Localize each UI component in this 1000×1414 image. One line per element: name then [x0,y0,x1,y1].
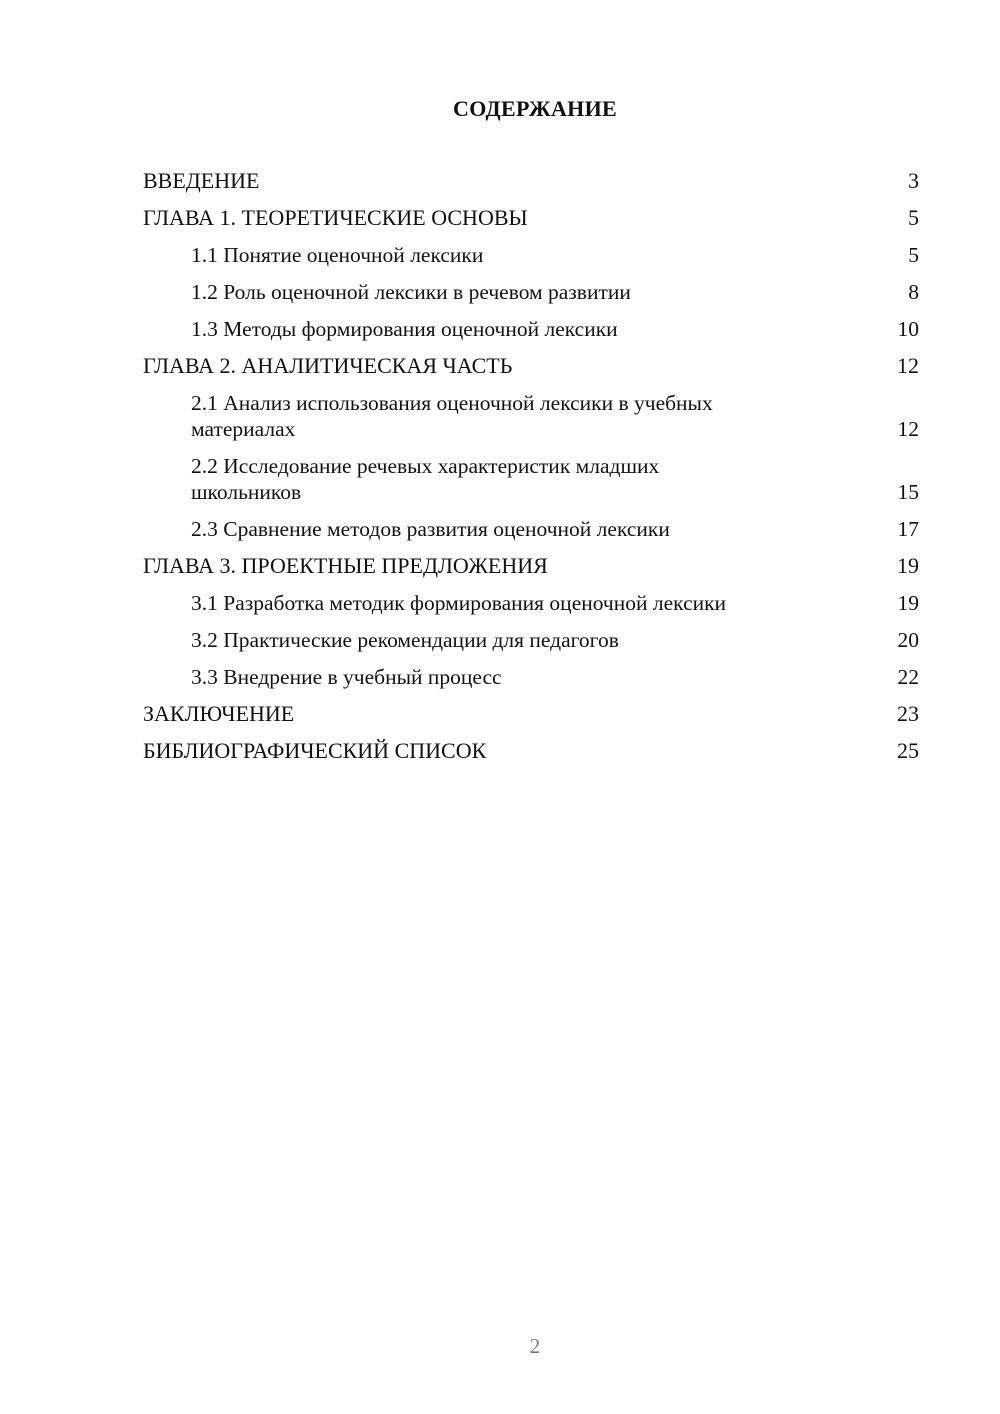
toc-entry-page: 10 [897,317,919,341]
toc-entry-page: 17 [897,517,919,541]
toc-entry-section-3-3[interactable] [143,664,919,690]
toc-entry-text: 3.2 Практические рекомендации для педагогов [191,628,619,652]
page-title: СОДЕРЖАНИЕ [453,96,617,121]
toc-entry-section-3-1[interactable] [143,590,919,616]
toc-entry-text: БИБЛИОГРАФИЧЕСКИЙ СПИСОК [143,738,487,763]
toc-entry-page: 25 [897,738,919,763]
toc-entry-text: 2.1 Анализ использования оценочной лексики в учебных материалах [191,391,713,441]
toc-entry-text: ВВЕДЕНИЕ [143,168,260,193]
toc-entry-section-1-2[interactable] [143,279,919,305]
toc-entry-section-2-2[interactable] [143,453,919,505]
toc-entry-text: 1.1 Понятие оценочной лексики [191,243,484,267]
table-of-contents [143,168,919,775]
toc-entry-page: 15 [897,480,919,504]
toc-entry-page: 5 [908,205,919,230]
toc-entry-text: 1.3 Методы формирования оценочной лексики [191,317,618,341]
toc-entry-introduction[interactable] [143,168,919,194]
toc-entry-page: 3 [908,168,919,193]
toc-entry-section-2-1[interactable] [143,390,919,442]
toc-entry-page: 5 [908,243,919,267]
toc-entry-text: ЗАКЛЮЧЕНИЕ [143,701,295,726]
toc-entry-conclusion[interactable] [143,701,919,727]
toc-entry-section-1-3[interactable] [143,316,919,342]
toc-entry-page: 8 [908,280,919,304]
toc-entry-section-3-2[interactable] [143,627,919,653]
toc-entry-page: 12 [897,417,919,441]
toc-entry-page: 22 [897,665,919,689]
toc-entry-chapter-3[interactable] [143,553,919,579]
toc-entry-page: 12 [897,353,919,378]
toc-entry-text: ГЛАВА 1. ТЕОРЕТИЧЕСКИЕ ОСНОВЫ [143,205,528,230]
toc-entry-section-1-1[interactable] [143,242,919,268]
toc-entry-text: 1.2 Роль оценочной лексики в речевом развитии [191,280,631,304]
toc-entry-text: 2.3 Сравнение методов развития оценочной лексики [191,517,670,541]
toc-entry-page: 19 [897,553,919,578]
toc-entry-text: ГЛАВА 2. АНАЛИТИЧЕСКАЯ ЧАСТЬ [143,353,513,378]
toc-entry-page: 19 [897,591,919,615]
toc-entry-page: 23 [897,701,919,726]
toc-entry-chapter-2[interactable] [143,353,919,379]
toc-entry-text: ГЛАВА 3. ПРОЕКТНЫЕ ПРЕДЛОЖЕНИЯ [143,553,548,578]
toc-entry-text: 3.1 Разработка методик формирования оценочной лексики [191,591,727,615]
toc-entry-text: 3.3 Внедрение в учебный процесс [191,665,502,689]
toc-entry-chapter-1[interactable] [143,205,919,231]
page-number: 2 [529,1334,541,1358]
toc-entry-section-2-3[interactable] [143,516,919,542]
toc-entry-text: 2.2 Исследование речевых характеристик младших школьников [191,454,660,504]
toc-entry-page: 20 [897,628,919,652]
toc-entry-bibliography[interactable] [143,738,919,764]
